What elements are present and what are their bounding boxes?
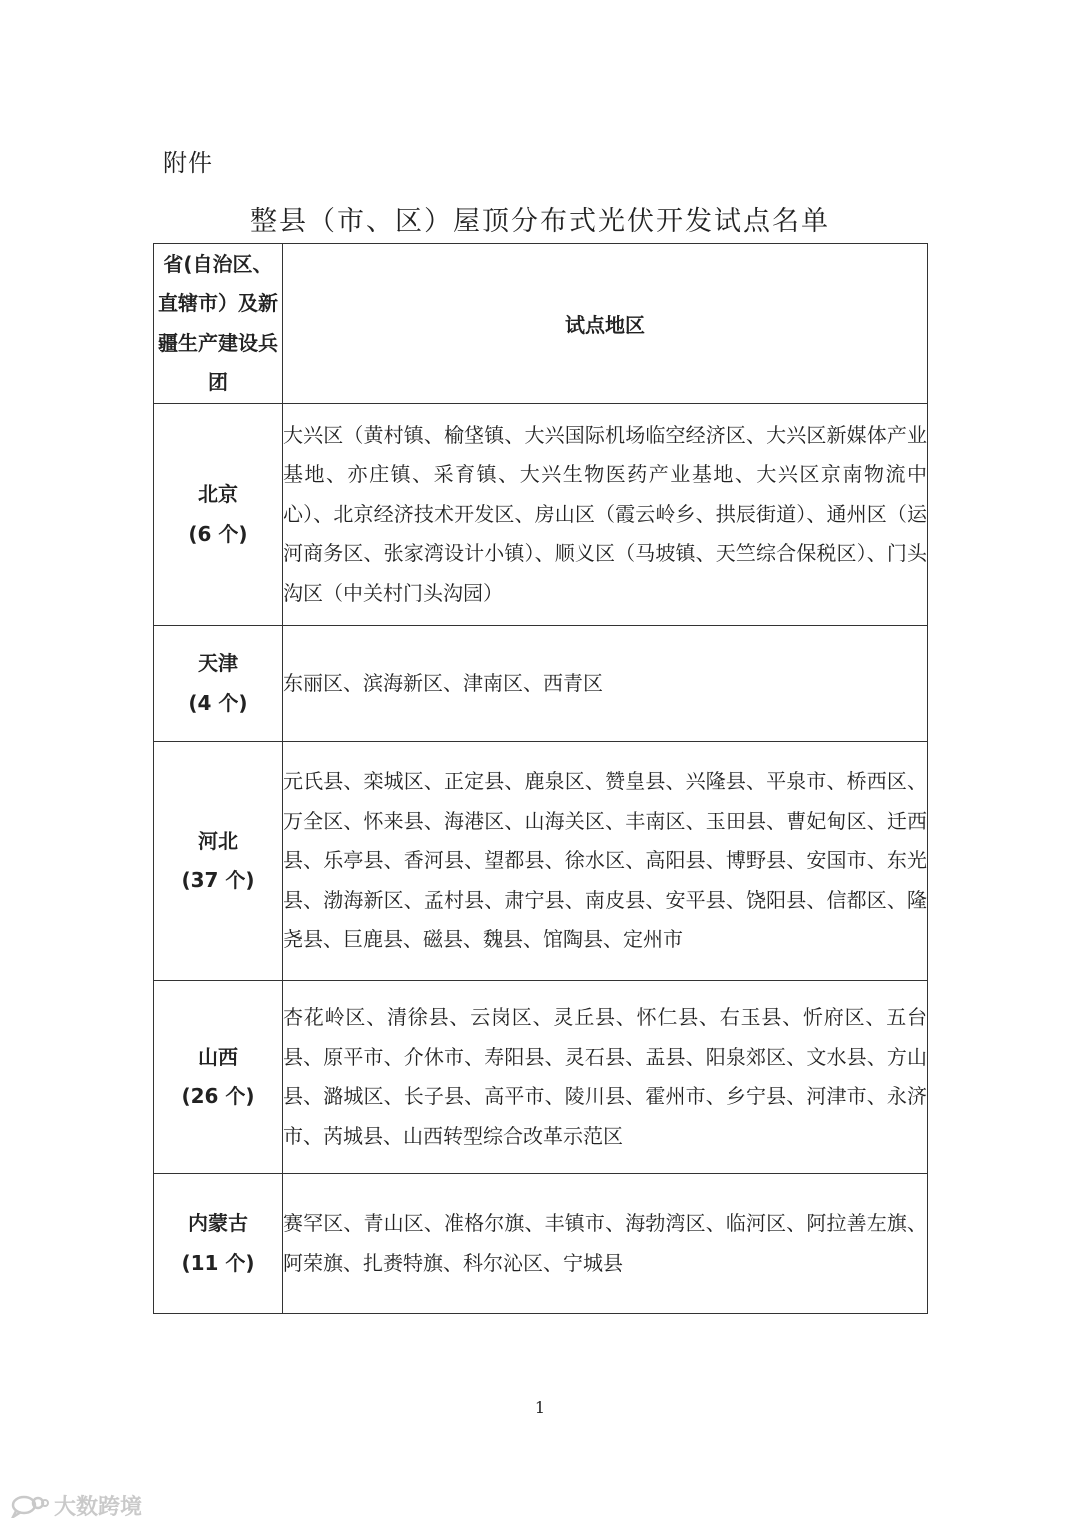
- province-name: 山西: [198, 1044, 238, 1069]
- table-row: [154, 404, 928, 626]
- province-cell: [154, 981, 283, 1174]
- province-count: (37 个): [181, 868, 255, 892]
- table-row: [154, 1174, 928, 1314]
- header-province: 省(自治区、直辖市）及新疆生产建设兵团: [154, 244, 283, 404]
- province-name: 北京: [198, 482, 238, 506]
- table-row: [154, 742, 928, 981]
- watermark-text: 大数跨境: [54, 1495, 143, 1520]
- province-cell: [154, 742, 283, 981]
- attachment-label: 附件: [163, 149, 213, 177]
- pilot-areas-cell: 大兴区（黄村镇、榆垡镇、大兴国际机场临空经济区、大兴区新媒体产业基地、亦庄镇、采育镇、大兴生物医药产业基地、大兴区京南物流中心）、北京经济技术开发区、房山区（霞云岭乡、拱辰街道）、通州区（运河商务区、张家湾设计小镇）、顺义区（马坡镇、天竺综合保税区）、门头沟区（中关村门头沟园）: [283, 404, 928, 626]
- pilot-areas-cell: 杏花岭区、清徐县、云岗区、灵丘县、怀仁县、右玉县、忻府区、五台县、原平市、介休市、寿阳县、灵石县、盂县、阳泉郊区、文水县、方山县、潞城区、长子县、高平市、陵川县、霍州市、乡宁县、河津市、永济市、芮城县、山西转型综合改革示范区: [283, 981, 928, 1174]
- province-count: (26 个): [181, 1084, 255, 1108]
- province-count: (4 个): [188, 690, 248, 715]
- province-cell: [154, 1174, 283, 1314]
- table-row: [154, 981, 928, 1174]
- province-name: 内蒙古: [188, 1211, 248, 1235]
- speech-bubble-logo-icon: [10, 1494, 50, 1518]
- pilot-areas-cell: 东丽区、滨海新区、津南区、西青区: [283, 626, 928, 742]
- pilot-areas-cell: 赛罕区、青山区、准格尔旗、丰镇市、海勃湾区、临河区、阿拉善左旗、阿荣旗、扎赉特旗、科尔沁区、宁城县: [283, 1174, 928, 1314]
- table-row: [154, 626, 928, 742]
- province-cell: [154, 626, 283, 742]
- watermark: [10, 1490, 142, 1521]
- header-pilot-areas: 试点地区: [283, 244, 928, 404]
- province-name: 河北: [198, 828, 238, 853]
- document-title: 整县（市、区）屋顶分布式光伏开发试点名单: [250, 206, 830, 237]
- province-count: (11 个): [181, 1250, 255, 1275]
- pilot-list-table: [153, 243, 928, 1314]
- province-count: (6 个): [188, 521, 248, 546]
- pilot-areas-cell: 元氏县、栾城区、正定县、鹿泉区、赞皇县、兴隆县、平泉市、桥西区、万全区、怀来县、海港区、山海关区、丰南区、玉田县、曹妃甸区、迁西县、乐亭县、香河县、望都县、徐水区、高阳县、博野县、安国市、东光县、渤海新区、孟村县、肃宁县、南皮县、安平县、饶阳县、信都区、隆尧县、巨鹿县、磁县、魏县、馆陶县、定州市: [283, 742, 928, 981]
- table-header-row: [154, 244, 928, 404]
- province-name: 天津: [198, 651, 238, 675]
- page-number: 1: [534, 1398, 546, 1417]
- province-cell: [154, 404, 283, 626]
